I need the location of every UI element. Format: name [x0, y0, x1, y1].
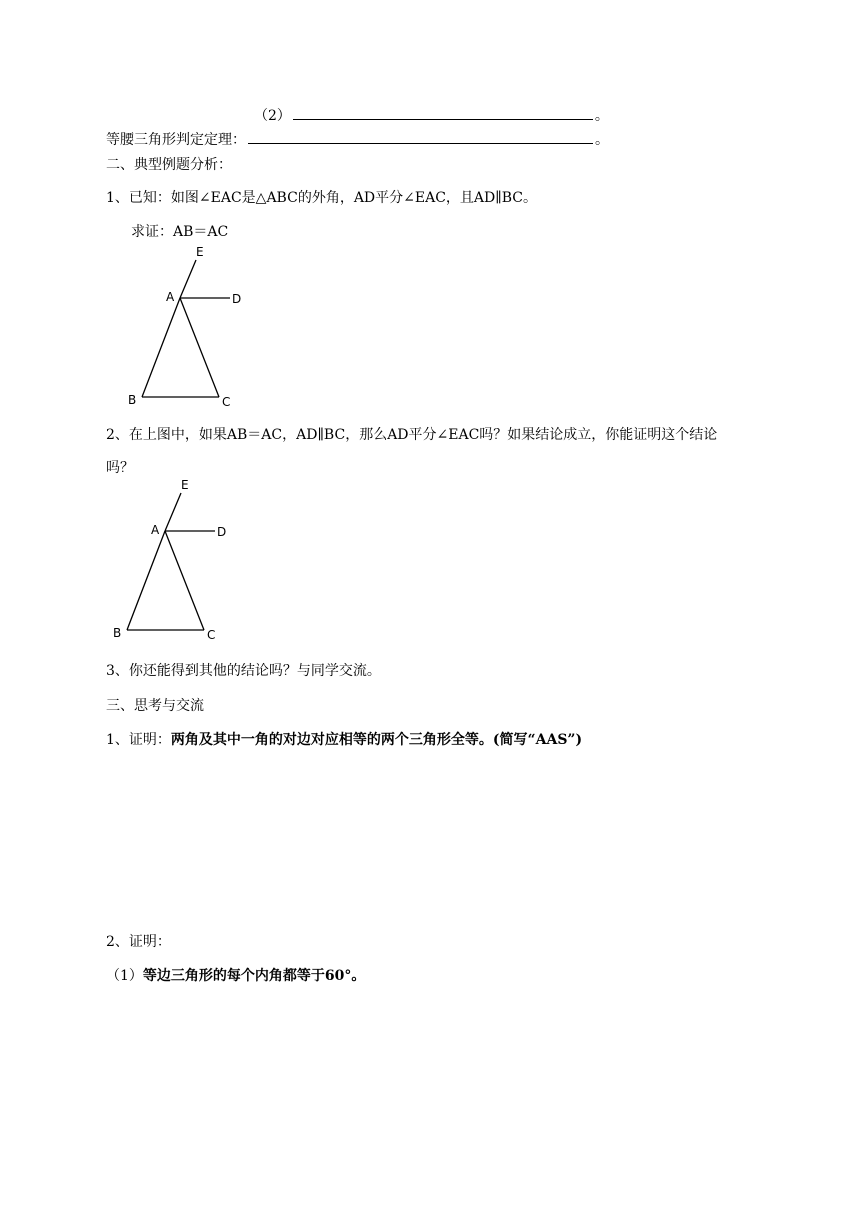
question-3: 3、你还能得到其他的结论吗？与同学交流。: [106, 663, 381, 679]
label-e: E: [181, 478, 189, 492]
segment-ab: [127, 531, 165, 630]
answer-blank-1[interactable]: [293, 105, 593, 120]
fill-in-theorem: [106, 129, 609, 150]
question-2-line-1: 2、在上图中，如果AB＝AC，AD∥BC，那么AD平分∠EAC吗？如果结论成立，你能证明这个结论: [106, 427, 718, 443]
label-d: D: [232, 292, 242, 306]
period: 。: [594, 108, 609, 124]
label-e: E: [196, 245, 204, 259]
triangle-figure-1: [120, 240, 260, 410]
proof-2-sub-1-prefix: （1）: [106, 968, 143, 984]
label-d: D: [217, 525, 227, 539]
question-1-given: 1、已知：如图∠EAC是△ABC的外角，AD平分∠EAC，且AD∥BC。: [106, 190, 537, 206]
proof-1-prefix: 1、证明：: [106, 732, 171, 748]
segment-ae: [165, 493, 181, 531]
proof-2-sub-1-statement: 等边三角形的每个内角都等于60°。: [142, 968, 366, 984]
segment-ac: [165, 531, 204, 630]
label-c: C: [207, 628, 216, 642]
proof-2-sub-1: [106, 966, 365, 986]
triangle-figure-2: [105, 473, 245, 643]
segment-ac: [180, 298, 219, 397]
theorem-label: 等腰三角形判定定理：: [106, 132, 246, 148]
label-b: B: [128, 393, 137, 407]
label-a: A: [151, 523, 160, 537]
proof-2-title: 2、证明：: [106, 934, 171, 950]
section-2-title: 二、典型例题分析：: [106, 157, 232, 173]
question-1-prove: 求证：AB＝AC: [131, 224, 229, 240]
segment-ae: [180, 260, 196, 298]
segment-ab: [142, 298, 180, 397]
question-2-line-2: 吗？: [106, 460, 134, 476]
section-3-title: 三、思考与交流: [106, 698, 204, 714]
item-2-label: （2）: [254, 108, 291, 124]
label-b: B: [113, 626, 122, 640]
label-a: A: [166, 290, 175, 304]
fill-in-item-2: [254, 105, 609, 126]
proof-1: [106, 730, 582, 750]
proof-1-statement: 两角及其中一角的对边对应相等的两个三角形全等。(简写“AAS”): [170, 732, 583, 748]
answer-blank-2[interactable]: [248, 129, 593, 144]
label-c: C: [222, 395, 231, 409]
period: 。: [595, 132, 609, 148]
